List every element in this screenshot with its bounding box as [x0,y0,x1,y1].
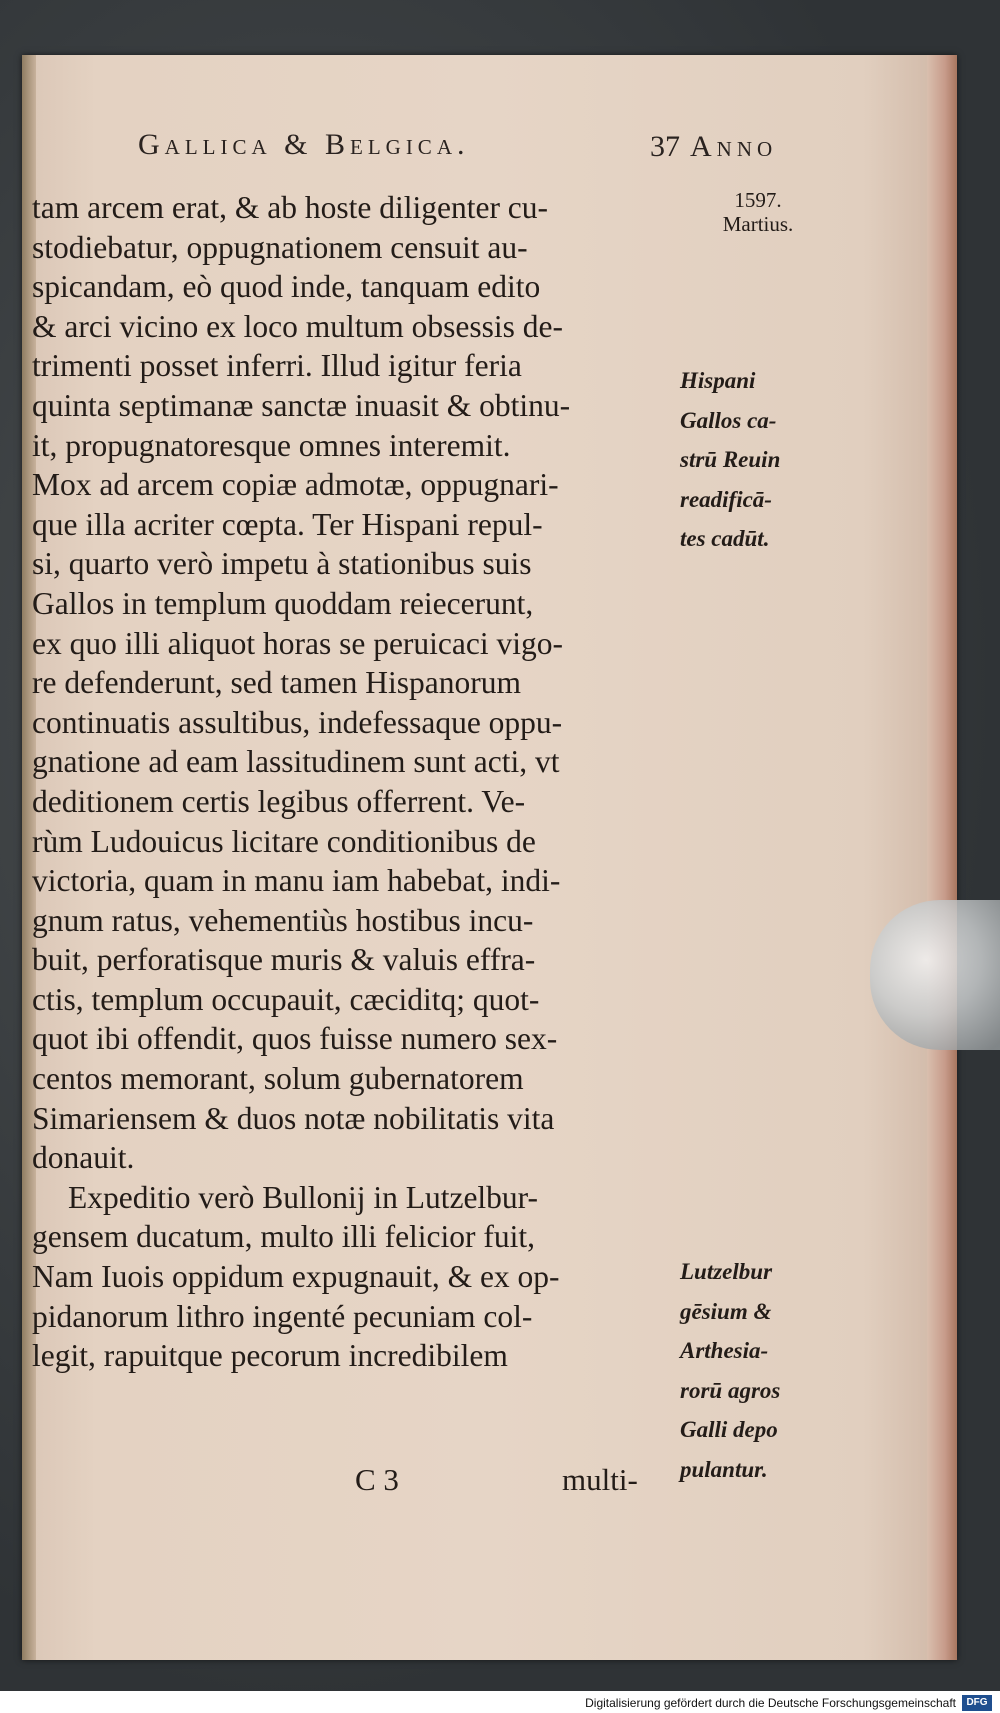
page-fore-edge [927,55,957,1660]
margin-note-line: rorū agros [680,1377,781,1403]
text-line: legit, rapuitque pecorum incredibilem [32,1338,508,1374]
text-line: Gallos in templum quoddam reiecerunt, [32,585,534,621]
running-head-title: Gallica & Belgica. [138,128,470,161]
running-head-anno: Anno [690,130,778,163]
text-line: ex quo illi aliquot horas se peruicaci vigo- [32,625,563,661]
catchword: multi- [562,1462,638,1497]
text-line: trimenti posset inferri. Illud igitur feria [32,348,522,384]
text-line: gensem ducatum, multo illi felicior fuit, [32,1219,536,1255]
main-text [32,188,672,1376]
text-line: gnum ratus, vehementiùs hostibus incu- [32,902,534,938]
text-line: it, propugnatoresque omnes interemit. [32,427,511,463]
text-line: centos memorant, solum gubernatorem [32,1061,524,1097]
dfg-logo: DFG [962,1695,992,1711]
margin-note-line: Lutzelbur [680,1259,773,1284]
text-line: gnatione ad eam lassitudinem sunt acti, vt [32,744,560,780]
margin-note-line: Galli depo [680,1417,778,1443]
signature-mark: C 3 [355,1462,399,1497]
margin-note-lutzelburg [680,1252,830,1490]
margin-note-hispani [680,361,830,559]
text-line: deditionem certis legibus offerrent. Ve- [32,783,526,819]
text-line: donauit. [32,1140,135,1176]
text-line: stodiebatur, oppugnationem censuit au- [32,229,528,265]
text-line: re defenderunt, sed tamen Hispanorum [32,665,521,701]
text-line: Mox ad arcem copiæ admotæ, oppugnari- [32,467,559,503]
margin-note-line: gēsium & [680,1298,772,1324]
margin-note-line: readificā- [680,486,772,512]
margin-date [693,188,823,236]
text-line: rùm Ludouicus licitare conditionibus de [32,823,536,859]
margin-note-line: strū Reuin [680,447,781,473]
margin-note-line: Arthesia- [680,1338,769,1364]
text-line: Simariensem & duos notæ nobilitatis vita [32,1100,555,1136]
footer-bar [0,1691,1000,1713]
margin-note-line: tes cadūt. [680,526,770,552]
footer-credit: Digitalisierung gefördert durch die Deutsche Forschungsgemeinschaft [585,1696,956,1710]
text-line: quot ibi offendit, quos fuisse numero sex- [32,1021,558,1057]
text-line: victoria, quam in manu iam habebat, indi- [32,863,561,899]
margin-note-line: Hispani [680,368,756,393]
text-line: Expeditio verò Bullonij in Lutzelbur- [68,1179,539,1215]
margin-note-line: Gallos ca- [680,407,777,433]
text-line: que illa acriter cœpta. Ter Hispani repul- [32,506,543,542]
signature-line [0,1462,680,1502]
margin-month: Martius. [722,212,794,236]
text-line: spicandam, eò quod inde, tanquam edito [32,269,541,305]
text-line: si, quarto verò impetu à stationibus suis [32,546,532,582]
margin-year: 1597. [734,188,782,212]
text-line: pidanorum lithro ingenté pecuniam col- [32,1298,533,1334]
page-number: 37 [650,130,680,163]
text-line: ctis, templum occupauit, cæciditq; quot- [32,981,540,1017]
running-head [0,0,1000,200]
text-line: quinta septimanæ sanctæ inuasit & obtinu- [32,387,571,423]
margin-note-line: pulantur. [680,1456,768,1482]
text-line: continuatis assultibus, indefessaque oppu- [32,704,563,740]
text-line: & arci vicino ex loco multum obsessis de- [32,308,564,344]
text-line: Nam Iuois oppidum expugnauit, & ex op- [32,1259,560,1295]
text-line: tam arcem erat, & ab hoste diligenter cu- [32,190,549,225]
page-clip [870,900,1000,1050]
text-line: buit, perforatisque muris & valuis effra- [32,942,536,978]
